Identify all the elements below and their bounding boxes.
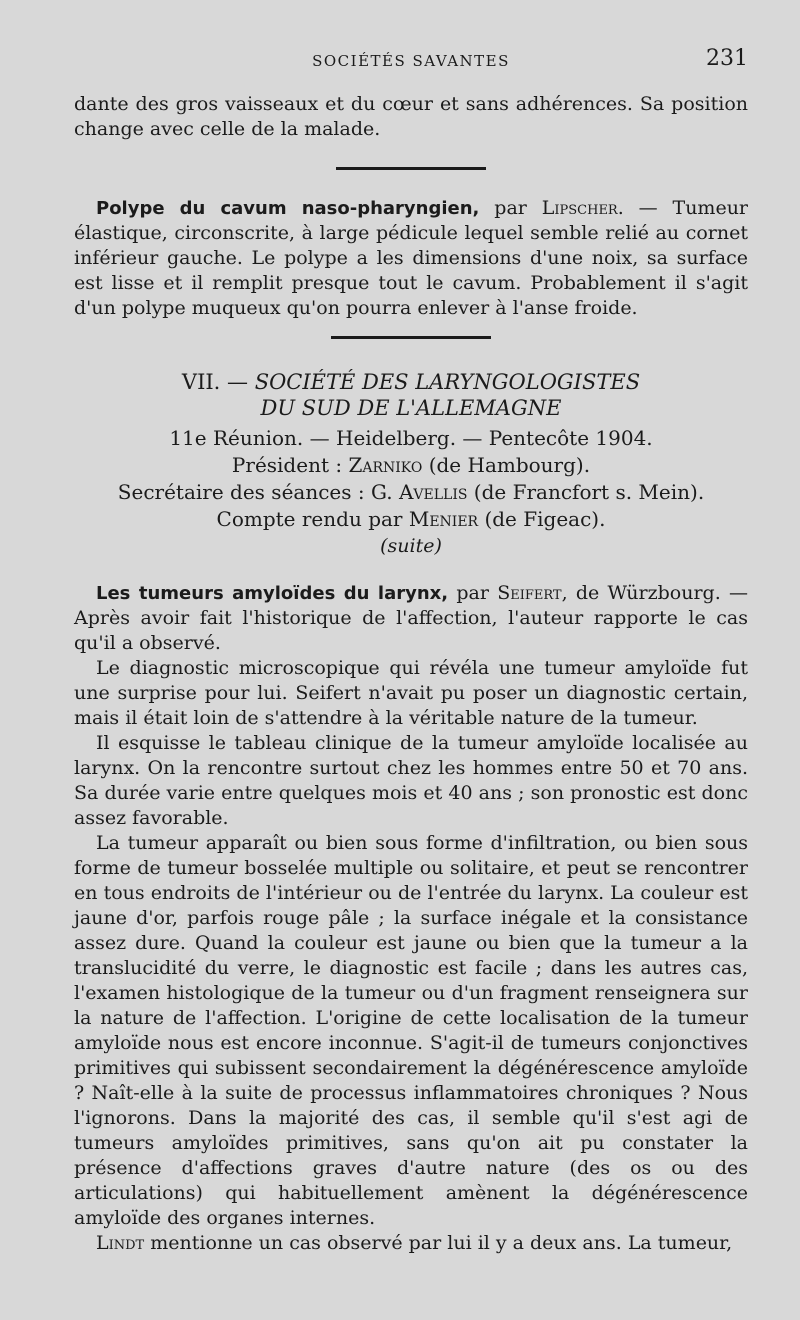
polype-author: Lipscher: [541, 197, 618, 219]
amyloid-title: Les tumeurs amyloïdes du larynx,: [96, 583, 449, 604]
separator-rule: [331, 336, 491, 339]
section-number: VII. —: [181, 370, 255, 394]
suite-label: (suite): [380, 535, 442, 557]
president-line: Président : Zarniko (de Hambourg).: [231, 453, 591, 477]
amyloid-author: Seifert: [497, 582, 562, 604]
amyloid-paragraph-4: Lindt mentionne un cas observé par lui il y a deux ans. La tumeur,: [96, 1232, 733, 1254]
section-title-line2: DU SUD DE L'ALLEMAGNE: [260, 396, 562, 420]
page-header: [74, 46, 748, 76]
meeting-line: 11e Réunion. — Heidelberg. — Pentecôte 1904.: [169, 426, 653, 450]
polype-text: . — Tumeur élastique, circonscrite, à large pédicule lequel semble relié au cornet inférieur gauche. Le polype a les dimensions d'une noix, sa surface est lisse et il remplit presque tout le cavum. Probablement il s'agit d'un polype muqueux qu'on pourra enlever à l'anse froide.: [74, 197, 749, 319]
polype-title: Polype du cavum naso-pharyngien,: [96, 198, 480, 219]
amyloid-paragraph-2: Il esquisse le tableau clinique de la tumeur amyloïde localisée au larynx. On la rencontre surtout chez les hommes entre 50 et 70 ans. Sa durée varie entre quelques mois et 40 ans ; son pronostic est donc assez favorable.: [74, 732, 748, 829]
president-name: Zarniko: [348, 453, 423, 477]
amyloid-paragraph-1: Le diagnostic microscopique qui révéla une tumeur amyloïde fut une surprise pour lui. Seifert n'avait pu poser un diagnostic certain, mais il était loin de s'attendre à la véritable nature de la tumeur.: [74, 657, 748, 729]
report-name: Menier: [408, 507, 479, 531]
separator-rule: [336, 167, 486, 170]
body-text: [74, 92, 748, 1256]
report-line: Compte rendu par Menier (de Figeac).: [216, 507, 606, 531]
section-title-line1: SOCIÉTÉ DES LARYNGOLOGISTES: [254, 370, 641, 394]
amyloid-lead-paragraph: Les tumeurs amyloïdes du larynx, par Seifert, de Würzbourg. — Après avoir fait l'historique de l'affection, l'auteur rapporte le cas qu'il a observé.: [74, 582, 748, 654]
page-number: 231: [706, 46, 748, 71]
secretary-name: Avellis: [398, 480, 468, 504]
secretary-line: Secrétaire des séances : G. Avellis (de Francfort s. Mein).: [117, 480, 705, 504]
polype-paragraph: [74, 196, 748, 321]
continuation-paragraph: dante des gros vaisseaux et du cœur et sans adhérences. Sa position change avec celle de la malade.: [74, 93, 748, 140]
lindt-name: Lindt: [96, 1232, 145, 1254]
amyloid-paragraph-3: La tumeur apparaît ou bien sous forme d'infiltration, ou bien sous forme de tumeur bosselée multiple ou solitaire, et peut se rencontrer en tous endroits de l'intérieur ou de l'entrée du larynx. La couleur est jaune d'or, parfois rouge pâle ; la surface inégale et la consistance assez dure. Quand la couleur est jaune ou bien que la tumeur a la translucidité du verre, le diagnostic est facile ; dans les autres cas, l'examen histologique de la tumeur ou d'un fragment renseignera sur la nature de l'affection. L'origine de cette localisation de la tumeur amyloïde nous est encore inconnue. S'agit-il de tumeurs conjonctives primitives qui subissent secondairement la dégénérescence amyloïde ? Naît-elle à la suite de processus inflammatoires chroniques ? Nous l'ignorons. Dans la majorité des cas, il semble qu'il s'est agi de tumeurs amyloïdes primitives, sans qu'on ait pu constater la présence d'affections graves d'autre nature (des os ou des articulations) qui habituellement amènent la dégénérescence amyloïde des organes internes.: [74, 832, 748, 1229]
section-title: [74, 369, 748, 421]
running-head: SOCIÉTÉS SAVANTES: [312, 52, 510, 70]
polype-by: par: [479, 197, 542, 219]
